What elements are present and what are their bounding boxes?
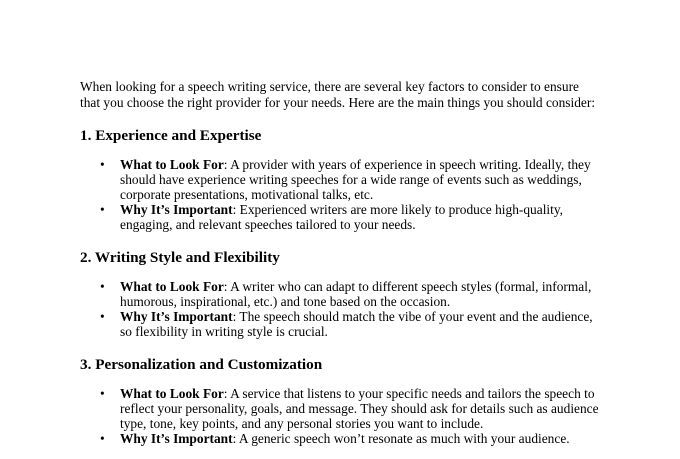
bullet-icon: • xyxy=(100,309,105,324)
list-item xyxy=(80,309,600,339)
bullet-icon: • xyxy=(100,157,105,172)
bullet-icon: • xyxy=(100,386,105,401)
bullet-icon: • xyxy=(100,279,105,294)
item-label: What to Look For xyxy=(120,157,224,172)
bullet-icon: • xyxy=(100,202,105,217)
section-list-writing-style xyxy=(80,279,600,339)
item-label: Why It’s Important xyxy=(120,309,233,324)
item-label: Why It’s Important xyxy=(120,202,233,217)
section-list-experience xyxy=(80,157,600,232)
list-item xyxy=(80,431,600,446)
bullet-icon: • xyxy=(100,431,105,446)
item-text: : A writer who can adapt to different speech styles (formal, informal, humorous, inspirational, etc.) and tone based on the occasion. xyxy=(120,279,592,309)
item-label: What to Look For xyxy=(120,279,224,294)
section-heading-personalization: 3. Personalization and Customization xyxy=(80,356,323,373)
intro-paragraph: When looking for a speech writing service, there are several key factors to consider to ensure that you choose the right provider for your needs. Here are the main things you should consider: xyxy=(80,79,596,110)
item-text: : A service that listens to your specific needs and tailors the speech to reflect your personality, goals, and message. They should ask for details such as audience type, tone, key points, and any personal stories you want to include. xyxy=(120,386,599,431)
list-item xyxy=(80,157,600,202)
document-page xyxy=(80,79,600,446)
list-item xyxy=(80,202,600,232)
item-label: Why It’s Important xyxy=(120,431,233,446)
item-text: : A generic speech won’t resonate as much with your audience. xyxy=(232,431,570,446)
list-item xyxy=(80,279,600,309)
item-text: : Experienced writers are more likely to produce high-quality, engaging, and relevant speeches tailored to your needs. xyxy=(120,202,564,232)
item-text: : A provider with years of experience in speech writing. Ideally, they should have experience writing speeches for a wide range of events such as weddings, corporate presentations, motivational talks, etc. xyxy=(120,157,591,202)
list-item xyxy=(80,386,600,431)
section-heading-experience: 1. Experience and Expertise xyxy=(80,127,262,144)
item-label: What to Look For xyxy=(120,386,224,401)
section-heading-writing-style: 2. Writing Style and Flexibility xyxy=(80,249,280,266)
item-text: : The speech should match the vibe of your event and the audience, so flexibility in writing style is crucial. xyxy=(120,309,593,339)
section-list-personalization xyxy=(80,386,600,446)
